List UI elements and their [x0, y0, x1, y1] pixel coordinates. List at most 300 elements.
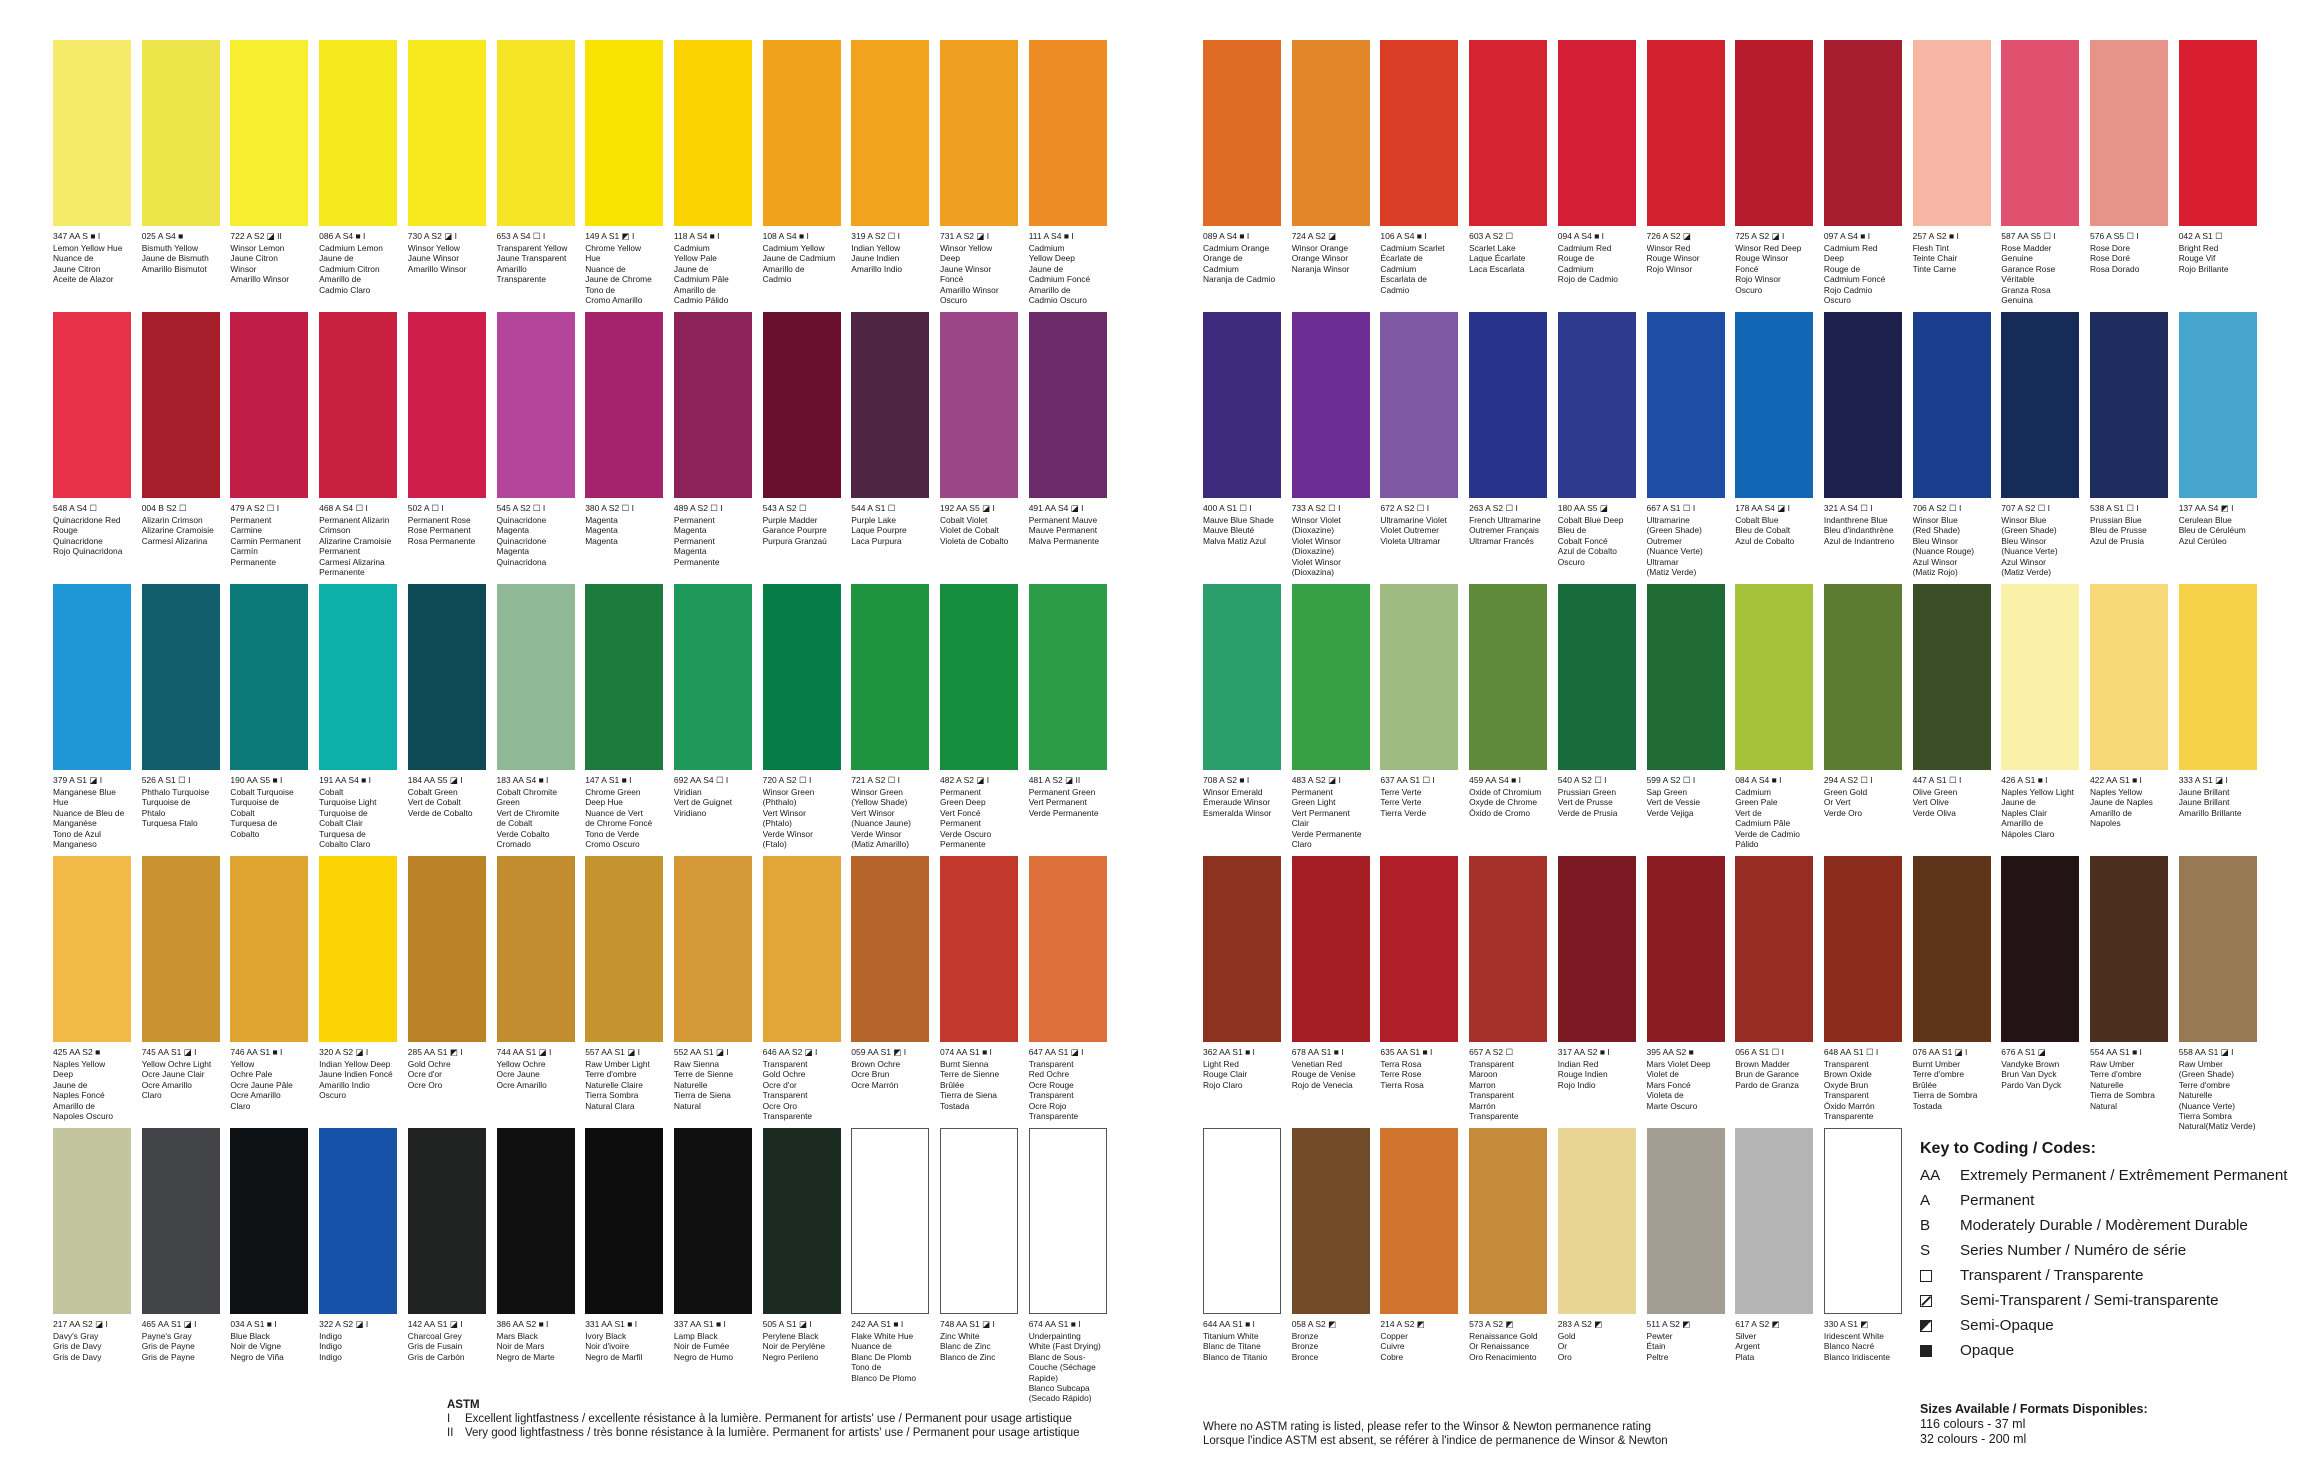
- color-swatch: [1469, 1128, 1547, 1314]
- astm-note: [1203, 1420, 1668, 1448]
- swatch-names: Naples Yellow Light Jaune de Naples Clair Amarillo de Nápoles Claro: [2001, 787, 2074, 839]
- swatch-code: 257 A S2 ■ I: [1912, 231, 1959, 241]
- key-text: Extremely Permanent / Extrêmement Permanent: [1960, 1167, 2288, 1184]
- color-swatch: [1913, 856, 1991, 1042]
- swatch-code: 149 A S1 ◩ I: [585, 231, 635, 241]
- color-swatch: [2001, 40, 2079, 226]
- swatch-code: 108 A S4 ■ I: [762, 231, 809, 241]
- color-swatch: [1647, 312, 1725, 498]
- swatch-code: 285 AA S1 ◩ I: [407, 1047, 463, 1057]
- swatch-names: Winsor Orange Orange Winsor Naranja Winsor: [1291, 243, 1350, 274]
- swatch-code: 214 A S2 ◩: [1380, 1319, 1425, 1329]
- swatch-names: Indanthrene Blue Bleu d'indanthrène Azul de Indantreno: [1823, 515, 1895, 546]
- color-swatch: [319, 584, 397, 770]
- swatch-names: Cadmium Scarlet Écarlate de Cadmium Escarlata de Cadmio: [1380, 243, 1445, 295]
- color-swatch: [940, 1128, 1018, 1314]
- color-swatch: [1558, 312, 1636, 498]
- color-swatch: [1647, 584, 1725, 770]
- key-row: [1920, 1216, 2290, 1235]
- swatch-names: Cobalt Turquoise Light Turquoise de Cobalt Clair Turquesa de Cobalto Claro: [319, 787, 377, 850]
- swatch-code: 489 A S2 ☐ I: [673, 503, 723, 513]
- swatch-names: Brown Ochre Ocre Brun Ocre Marrón: [851, 1059, 901, 1090]
- swatch-code: 481 A S2 ◪ II: [1028, 775, 1081, 785]
- swatch-names: Transparent Maroon Marron Transparent Marrón Transparente: [1469, 1059, 1519, 1122]
- color-swatch: [1203, 856, 1281, 1042]
- swatch-names: Indigo Indigo Indigo: [319, 1331, 342, 1362]
- color-swatch: [230, 312, 308, 498]
- swatch-code: 317 AA S2 ■ I: [1557, 1047, 1610, 1057]
- color-swatch: [940, 584, 1018, 770]
- color-swatch: [1558, 1128, 1636, 1314]
- color-swatch: [1558, 40, 1636, 226]
- swatch-names: Indian Red Rouge Indien Rojo Indio: [1557, 1059, 1608, 1090]
- color-swatch: [142, 40, 220, 226]
- color-swatch: [585, 312, 663, 498]
- swatch-code: 217 AA S2 ◪ I: [53, 1319, 108, 1329]
- swatch-names: Green Gold Or Vert Verde Oro: [1823, 787, 1868, 818]
- swatch-code: 637 AA S1 ☐ I: [1380, 775, 1435, 785]
- swatch-names: Raw Umber (Green Shade) Terre d'ombre Naturelle (Nuance Verte) Tierra Sombra Natural(Matiz Verde): [2178, 1059, 2256, 1132]
- swatch-names: Terre Verte Terre Verte Tierra Verde: [1380, 787, 1427, 818]
- swatch-code: 648 AA S1 ☐ I: [1823, 1047, 1879, 1057]
- color-swatch: [1735, 40, 1813, 226]
- swatch-names: Viridian Vert de Guignet Viridiano: [673, 787, 733, 818]
- sizes-line-1: 116 colours - 37 ml: [1920, 1417, 2026, 1431]
- color-swatch: [1292, 1128, 1370, 1314]
- swatch-names: Lemon Yellow Hue Nuance de Jaune Citron Aceite de Alazor: [53, 243, 123, 285]
- swatch-names: Flake White Hue Nuance de Blanc De Plomb Tono de Blanco De Plomo: [851, 1331, 917, 1383]
- swatch-code: 294 A S2 ☐ I: [1823, 775, 1873, 785]
- swatch-code: 748 AA S1 ◪ I: [940, 1319, 995, 1329]
- color-swatch: [1203, 584, 1281, 770]
- color-swatch: [940, 856, 1018, 1042]
- color-swatch: [1558, 856, 1636, 1042]
- swatch-names: Purple Lake Laque Pourpre Laca Purpura: [851, 515, 907, 546]
- swatch-names: Davy's Gray Gris de Davy Gris de Davy: [53, 1331, 102, 1362]
- color-swatch: [1203, 1128, 1281, 1314]
- swatch-names: Permanent Magenta Permanent Magenta Permanente: [673, 515, 720, 567]
- swatch-code: 545 A S2 ☐ I: [496, 503, 546, 513]
- swatch-code: 447 A S1 ☐ I: [1912, 775, 1962, 785]
- color-swatch: [2001, 584, 2079, 770]
- swatch-code: 263 A S2 ☐ I: [1469, 503, 1518, 513]
- color-swatch: [1292, 312, 1370, 498]
- color-swatch: [319, 856, 397, 1042]
- color-swatch: [1380, 312, 1458, 498]
- swatch-code: 097 A S4 ■ I: [1823, 231, 1871, 241]
- key-row: [1920, 1241, 2290, 1260]
- key-row: [1920, 1316, 2290, 1335]
- swatch-code: 321 A S4 ☐ I: [1823, 503, 1873, 513]
- swatch-code: 540 A S2 ☐ I: [1557, 775, 1607, 785]
- swatch-names: Underpainting White (Fast Drying) Blanc de Sous- Couche (Séchage Rapide) Blanco Subcapa (Secado Rápido): [1028, 1331, 1101, 1404]
- swatch-code: 362 AA S1 ■ I: [1203, 1047, 1255, 1057]
- swatch-code: 491 AA S4 ◪ I: [1028, 503, 1084, 513]
- swatch-code: 042 A S1 ☐: [2178, 231, 2223, 241]
- swatch-code: 422 AA S1 ■ I: [2090, 775, 2142, 785]
- swatch-code: 137 AA S4 ◩ I: [2178, 503, 2234, 513]
- swatch-names: Chrome Green Deep Hue Nuance de Vert de Chrome Foncé Tono de Verde Cromo Oscuro: [585, 787, 653, 850]
- swatch-code: 676 A S1 ◪: [2001, 1047, 2046, 1057]
- swatch-names: Zinc White Blanc de Zinc Blanco de Zinc: [940, 1331, 996, 1362]
- swatch-code: 034 A S1 ■ I: [230, 1319, 277, 1329]
- swatch-code: 320 A S2 ◪ I: [319, 1047, 369, 1057]
- swatch-code: 526 A S1 ☐ I: [141, 775, 191, 785]
- swatch-names: Lamp Black Noir de Fumée Negro de Humo: [673, 1331, 734, 1362]
- color-swatch: [1824, 40, 1902, 226]
- swatch-names: Iridescent White Blanco Nacré Blanco Iridiscente: [1823, 1331, 1890, 1362]
- swatch-code: 147 A S1 ■ I: [585, 775, 632, 785]
- swatch-code: 089 A S4 ■ I: [1203, 231, 1250, 241]
- color-swatch: [2179, 584, 2257, 770]
- swatch-names: Permanent Alizarin Crimson Alizarine Cramoisie Permanent Carmesí Alizarina Permanente: [319, 515, 392, 578]
- swatch-names: Terra Rosa Terre Rose Tierra Rosa: [1380, 1059, 1424, 1090]
- color-swatch: [585, 856, 663, 1042]
- swatch-names: Indian Yellow Deep Jaune Indien Foncé Amarillo Indio Oscuro: [319, 1059, 393, 1101]
- swatch-names: Winsor Green (Phthalo) Vert Winsor (Phtalo) Verde Winsor (Ftalo): [762, 787, 815, 850]
- swatch-names: Sap Green Vert de Vessie Verde Vejiga: [1646, 787, 1701, 818]
- color-swatch: [2090, 584, 2168, 770]
- color-swatch: [940, 40, 1018, 226]
- swatch-code: 573 A S2 ◩: [1469, 1319, 1514, 1329]
- swatch-code: 118 A S4 ■ I: [673, 231, 720, 241]
- color-swatch: [1029, 40, 1107, 226]
- key-symbol: A: [1920, 1192, 1931, 1209]
- color-swatch: [1203, 312, 1281, 498]
- swatch-code: 178 AA S4 ◪ I: [1735, 503, 1791, 513]
- color-swatch: [1292, 584, 1370, 770]
- swatch-names: Manganese Blue Hue Nuance de Bleu de Manganèse Tono de Azul Manganeso: [53, 787, 125, 850]
- color-swatch: [1824, 312, 1902, 498]
- swatch-names: Winsor Red Rouge Winsor Rojo Winsor: [1646, 243, 1700, 274]
- swatch-names: Rose Dore Rose Doré Rosa Dorado: [2090, 243, 2140, 274]
- swatch-names: Cobalt Blue Bleu de Cobalt Azul de Cobalto: [1735, 515, 1795, 546]
- swatch-names: Prussian Blue Bleu de Prusse Azul de Prusia: [2090, 515, 2147, 546]
- swatch-names: Winsor Green (Yellow Shade) Vert Winsor (Nuance Jaune) Verde Winsor (Matiz Amarillo): [851, 787, 911, 850]
- color-swatch: [1824, 1128, 1902, 1314]
- color-swatch: [1824, 584, 1902, 770]
- color-swatch: [408, 584, 486, 770]
- swatch-code: 184 AA S5 ◪ I: [407, 775, 463, 785]
- key-row: [1920, 1166, 2290, 1185]
- swatch-code: 242 AA S1 ■ I: [851, 1319, 904, 1329]
- swatch-names: Permanent Green Light Vert Permanent Clair Verde Permanente Claro: [1291, 787, 1362, 850]
- swatch-names: Cerulean Blue Bleu de Céruléum Azul Cerúleo: [2178, 515, 2246, 546]
- swatch-names: Naples Yellow Deep Jaune de Naples Foncé Amarillo de Napoles Oscuro: [53, 1059, 114, 1122]
- color-swatch: [763, 1128, 841, 1314]
- color-swatch: [1647, 856, 1725, 1042]
- swatch-code: 599 A S2 ☐ I: [1646, 775, 1696, 785]
- color-swatch: [851, 1128, 929, 1314]
- astm-num: II: [447, 1427, 454, 1439]
- swatch-code: 426 A S1 ■ I: [2001, 775, 2048, 785]
- swatch-names: Mars Black Noir de Mars Negro de Marte: [496, 1331, 555, 1362]
- swatch-code: 347 AA S ■ I: [53, 231, 101, 241]
- swatch-names: Charcoal Grey Gris de Fusain Gris de Carbón: [407, 1331, 465, 1362]
- color-swatch: [497, 1128, 575, 1314]
- swatch-names: Ultramarine Violet Violet Outremer Violeta Ultramar: [1380, 515, 1447, 546]
- coding-key: [1920, 1140, 2290, 1366]
- swatch-code: 084 A S4 ■ I: [1735, 775, 1782, 785]
- color-swatch: [53, 1128, 131, 1314]
- swatch-code: 094 A S4 ■ I: [1557, 231, 1605, 241]
- color-swatch: [497, 312, 575, 498]
- swatch-names: Cadmium Green Pale Vert de Cadmium Pâle Verde de Cadmio Pálido: [1735, 787, 1800, 850]
- key-symbol: B: [1920, 1217, 1931, 1234]
- sizes-line-2: 32 colours - 200 ml: [1920, 1432, 2027, 1446]
- swatch-names: Cadmium Lemon Jaune de Cadmium Citron Amarillo de Cadmio Claro: [319, 243, 383, 295]
- swatch-names: Olive Green Vert Olive Verde Oliva: [1912, 787, 1958, 818]
- swatch-names: Permanent Green Deep Vert Foncé Permanent Verde Oscuro Permanente: [940, 787, 992, 850]
- swatch-names: Cadmium Red Rouge de Cadmium Rojo de Cadmio: [1557, 243, 1618, 285]
- color-swatch: [1029, 1128, 1107, 1314]
- color-swatch: [1292, 856, 1370, 1042]
- swatch-code: 319 A S2 ☐ I: [851, 231, 901, 241]
- swatch-code: 190 AA S5 ■ I: [230, 775, 283, 785]
- color-swatch: [319, 1128, 397, 1314]
- color-swatch: [142, 584, 220, 770]
- swatch-names: Yellow Ochre Light Ocre Jaune Clair Ocre Amarillo Claro: [141, 1059, 212, 1101]
- swatch-names: Quinacridone Magenta Quinacridone Magenta Quinacridona: [496, 515, 547, 567]
- swatch-names: Silver Argent Plata: [1735, 1331, 1760, 1362]
- swatch-code: 587 AA S5 ☐ I: [2001, 231, 2056, 241]
- color-swatch: [763, 40, 841, 226]
- color-swatch: [1469, 856, 1547, 1042]
- color-swatch: [1913, 584, 1991, 770]
- swatch-code: 074 AA S1 ■ I: [940, 1047, 992, 1057]
- swatch-code: 191 AA S4 ■ I: [319, 775, 372, 785]
- color-swatch: [1824, 856, 1902, 1042]
- swatch-code: 647 AA S1 ◪ I: [1028, 1047, 1084, 1057]
- color-swatch: [1380, 584, 1458, 770]
- swatch-names: Mauve Blue Shade Mauve Bleuté Malva Matiz Azul: [1203, 515, 1274, 546]
- swatch-names: Cadmium Orange Orange de Cadmium Naranja de Cadmio: [1203, 243, 1276, 285]
- swatch-names: Phthalo Turquoise Turquoise de Phtalo Turquesa Ftalo: [141, 787, 210, 829]
- swatch-names: Bronze Bronze Bronce: [1291, 1331, 1319, 1362]
- swatch-code: 544 A S1 ☐: [851, 503, 896, 513]
- color-swatch: [2090, 40, 2168, 226]
- swatch-names: Vandyke Brown Brun Van Dyck Pardo Van Dyck: [2001, 1059, 2062, 1090]
- swatch-code: 379 A S1 ◪ I: [53, 775, 103, 785]
- color-swatch: [1469, 40, 1547, 226]
- color-swatch: [53, 40, 131, 226]
- swatch-names: French Ultramarine Outremer Français Ultramar Francés: [1469, 515, 1541, 546]
- swatch-names: Copper Cuivre Cobre: [1380, 1331, 1408, 1362]
- swatch-code: 076 AA S1 ◪ I: [1912, 1047, 1968, 1057]
- swatch-names: Winsor Red Deep Rouge Winsor Foncé Rojo Winsor Oscuro: [1735, 243, 1802, 295]
- swatch-names: Titanium White Blanc de Titane Blanco de Titanio: [1203, 1331, 1268, 1362]
- color-swatch: [53, 856, 131, 1042]
- swatch-code: 720 A S2 ☐ I: [762, 775, 812, 785]
- swatch-names: Rose Madder Genuine Garance Rose Véritable Granza Rosa Genuina: [2001, 243, 2056, 306]
- swatch-code: 459 AA S4 ■ I: [1469, 775, 1522, 785]
- color-swatch: [230, 584, 308, 770]
- swatch-code: 192 AA S5 ◪ I: [940, 503, 995, 513]
- color-swatch: [142, 1128, 220, 1314]
- swatch-names: Burnt Sienna Terre de Sienne Brûlée Tierra de Siena Tostada: [940, 1059, 1000, 1111]
- swatch-names: Burnt Umber Terre d'ombre Brûlée Tierra de Sombra Tostada: [1912, 1059, 1978, 1111]
- astm-text: Very good lightfastness / très bonne résistance à la lumière. Permanent for artists' use / Permanent pour usage artistique: [465, 1427, 1080, 1439]
- color-swatch: [1292, 40, 1370, 226]
- color-swatch: [1380, 856, 1458, 1042]
- color-swatch: [408, 312, 486, 498]
- swatch-names: Raw Sienna Terre de Sienne Naturelle Tierra de Siena Natural: [673, 1059, 734, 1111]
- color-swatch: [674, 312, 752, 498]
- swatch-code: 142 AA S1 ◪ I: [407, 1319, 463, 1329]
- swatch-code: 056 A S1 ☐ I: [1735, 1047, 1784, 1057]
- color-swatch: [2090, 856, 2168, 1042]
- color-swatch: [408, 40, 486, 226]
- key-title: Key to Coding / Codes:: [1920, 1140, 2096, 1157]
- swatch-names: Venetian Red Rouge de Venise Rojo de Venecia: [1291, 1059, 1356, 1090]
- swatch-names: Winsor Blue (Green Shade) Bleu Winsor (Nuance Verte) Azul Winsor (Matiz Verde): [2001, 515, 2058, 578]
- swatch-code: 617 A S2 ◩: [1735, 1319, 1780, 1329]
- color-swatch: [585, 584, 663, 770]
- swatch-names: Renaissance Gold Or Renaissance Oro Renacimiento: [1469, 1331, 1538, 1362]
- color-swatch: [2001, 856, 2079, 1042]
- color-swatch: [142, 312, 220, 498]
- swatch-code: 322 A S2 ◪ I: [319, 1319, 369, 1329]
- swatch-names: Cobalt Green Vert de Cobalt Verde de Cobalto: [407, 787, 473, 818]
- swatch-code: 558 AA S1 ◪ I: [2178, 1047, 2234, 1057]
- color-swatch: [230, 40, 308, 226]
- swatch-names: Permanent Green Vert Permanent Verde Permanente: [1028, 787, 1099, 818]
- color-swatch: [2001, 312, 2079, 498]
- color-swatch: [1735, 312, 1813, 498]
- swatch-names: Payne's Gray Gris de Payne Gris de Payne: [141, 1331, 195, 1362]
- swatch-names: Transparent Gold Ochre Ocre d'or Transparent Ocre Oro Transparente: [762, 1059, 813, 1122]
- swatch-names: Indian Yellow Jaune Indien Amarillo Indio: [851, 243, 903, 274]
- color-swatch: [1913, 40, 1991, 226]
- swatch-names: Scarlet Lake Laque Écarlate Laca Escarlata: [1469, 243, 1526, 274]
- color-swatch: [585, 1128, 663, 1314]
- semi-opaque-box-icon: [1920, 1320, 1932, 1332]
- swatch-code: 283 A S2 ◩: [1557, 1319, 1603, 1329]
- swatch-names: Cadmium Red Deep Rouge de Cadmium Foncé Rojo Cadmio Oscuro: [1823, 243, 1886, 306]
- color-swatch: [1647, 40, 1725, 226]
- swatch-code: 745 AA S1 ◪ I: [141, 1047, 197, 1057]
- swatch-code: 744 AA S1 ◪ I: [496, 1047, 552, 1057]
- swatch-code: 672 A S2 ☐ I: [1380, 503, 1430, 513]
- swatch-names: Cobalt Blue Deep Bleu de Cobalt Foncé Azul de Cobalto Oscuro: [1557, 515, 1624, 567]
- swatch-names: Permanent Rose Rose Permanent Rosa Permanente: [407, 515, 476, 546]
- astm-title: ASTM: [447, 1399, 480, 1411]
- swatch-names: Ultramarine (Green Shade) Outremer (Nuance Verte) Ultramar (Matiz Verde): [1646, 515, 1703, 578]
- color-swatch: [319, 312, 397, 498]
- color-swatch: [1380, 40, 1458, 226]
- swatch-code: 731 A S2 ◪ I: [940, 231, 990, 241]
- astm-line-1: [447, 1412, 1080, 1426]
- swatch-names: Yellow Ochre Pale Ocre Jaune Pâle Ocre Amarillo Claro: [230, 1059, 293, 1111]
- swatch-names: Cadmium Yellow Deep Jaune de Cadmium Foncé Amarillo de Cadmio Oscuro: [1028, 243, 1091, 306]
- swatch-code: 086 A S4 ■ I: [319, 231, 366, 241]
- color-swatch: [1469, 584, 1547, 770]
- swatch-code: 692 AA S4 ☐ I: [673, 775, 729, 785]
- transparent-box-icon: [1920, 1270, 1932, 1282]
- note-line-1: Where no ASTM rating is listed, please refer to the Winsor & Newton permanence rating: [1203, 1421, 1652, 1433]
- color-swatch: [497, 584, 575, 770]
- swatch-names: Winsor Violet (Dioxazine) Violet Winsor (Dioxazine) Violet Winsor (Dioxazina): [1291, 515, 1341, 578]
- swatch-code: 505 A S1 ◪ I: [762, 1319, 812, 1329]
- color-swatch: [1029, 584, 1107, 770]
- swatch-names: Cobalt Turquoise Turquoise de Cobalt Turquesa de Cobalto: [230, 787, 294, 839]
- color-swatch: [674, 856, 752, 1042]
- swatch-names: Prussian Green Vert de Prusse Verde de Prusia: [1557, 787, 1618, 818]
- swatch-code: 722 A S2 ◪ II: [230, 231, 282, 241]
- swatch-code: 483 A S2 ◪ I: [1291, 775, 1341, 785]
- swatch-names: Winsor Yellow Deep Jaune Winsor Foncé Amarillo Winsor Oscuro: [940, 243, 999, 306]
- swatch-code: 425 AA S2 ■: [53, 1047, 101, 1057]
- swatch-code: 724 A S2 ◪: [1291, 231, 1337, 241]
- swatch-names: Brown Madder Brun de Garance Pardo de Granza: [1735, 1059, 1799, 1090]
- swatch-names: Perylene Black Noir de Perylène Negro Perileno: [762, 1331, 825, 1362]
- swatch-code: 482 A S2 ◪ I: [940, 775, 990, 785]
- swatch-names: Cobalt Chromite Green Vert de Chromite de Cobalt Verde Cobalto Cromado: [496, 787, 560, 850]
- swatch-code: 025 A S4 ■: [141, 231, 184, 241]
- swatch-names: Raw Umber Terre d'ombre Naturelle Tierra de Sombra Natural: [2090, 1059, 2155, 1111]
- swatch-names: Cadmium Yellow Jaune de Cadmium Amarillo de Cadmio: [762, 243, 836, 285]
- swatch-names: Magenta Magenta Magenta: [585, 515, 618, 546]
- color-swatch: [674, 40, 752, 226]
- swatch-names: Pewter Étain Peltre: [1646, 1331, 1673, 1362]
- key-text: Series Number / Numéro de série: [1960, 1242, 2187, 1259]
- swatch-code: 511 A S2 ◩: [1646, 1319, 1691, 1329]
- swatch-code: 538 A S1 ☐ I: [2090, 503, 2139, 513]
- swatch-code: 502 A ☐ I: [407, 503, 444, 513]
- color-swatch: [763, 856, 841, 1042]
- color-swatch: [1558, 584, 1636, 770]
- swatch-code: 479 A S2 ☐ I: [230, 503, 280, 513]
- color-swatch: [1647, 1128, 1725, 1314]
- swatch-code: 674 AA S1 ■ I: [1028, 1319, 1081, 1329]
- swatch-names: Mars Violet Deep Violet de Mars Foncé Violeta de Marte Oscuro: [1646, 1059, 1711, 1111]
- swatch-code: 395 AA S2 ■: [1646, 1047, 1694, 1057]
- swatch-code: 004 B S2 ☐: [141, 503, 187, 513]
- swatch-code: 646 AA S2 ◪ I: [762, 1047, 818, 1057]
- swatch-code: 400 A S1 ☐ I: [1203, 503, 1252, 513]
- swatch-code: 111 A S4 ■ I: [1028, 231, 1074, 241]
- color-swatch: [1735, 584, 1813, 770]
- swatch-names: Bismuth Yellow Jaune de Bismuth Amarillo Bismutot: [141, 243, 209, 274]
- swatch-names: Purple Madder Garance Pourpre Purpura Granzaú: [762, 515, 827, 546]
- astm-line-2: [447, 1426, 1080, 1440]
- color-swatch: [851, 584, 929, 770]
- key-text: Permanent: [1960, 1192, 2035, 1209]
- color-swatch: [1203, 40, 1281, 226]
- color-swatch: [1469, 312, 1547, 498]
- color-swatch: [585, 40, 663, 226]
- key-text: Transparent / Transparente: [1960, 1267, 2144, 1284]
- color-swatch: [53, 584, 131, 770]
- swatch-names: Jaune Brillant Jaune Brillant Amarillo Brillante: [2178, 787, 2242, 818]
- swatch-code: 059 AA S1 ◩ I: [851, 1047, 907, 1057]
- color-swatch: [1735, 1128, 1813, 1314]
- color-swatch: [1380, 1128, 1458, 1314]
- key-text: Moderately Durable / Modèrement Durable: [1960, 1217, 2248, 1234]
- astm-num: I: [447, 1413, 451, 1425]
- swatch-code: 337 AA S1 ■ I: [673, 1319, 726, 1329]
- color-swatch: [1029, 856, 1107, 1042]
- key-symbol: S: [1920, 1242, 1931, 1259]
- swatch-code: 721 A S2 ☐ I: [851, 775, 901, 785]
- swatch-code: 733 A S2 ☐ I: [1291, 503, 1341, 513]
- swatch-names: Yellow Ochre Ocre Jaune Ocre Amarillo: [496, 1059, 547, 1090]
- swatch-code: 330 A S1 ◩: [1823, 1319, 1869, 1329]
- color-swatch: [408, 856, 486, 1042]
- note-line-2: Lorsque l'indice ASTM est absent, se référer à l'indice de permanence de Winsor & Newton: [1203, 1435, 1668, 1447]
- swatch-code: 465 AA S1 ◪ I: [141, 1319, 197, 1329]
- swatch-names: Winsor Yellow Jaune Winsor Amarillo Winsor: [407, 243, 467, 274]
